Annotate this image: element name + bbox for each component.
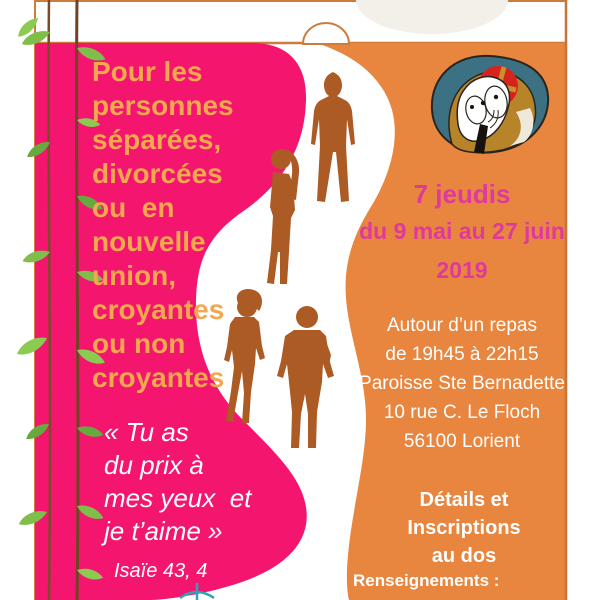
audience-text-block (92, 55, 292, 395)
audience-line: Pour les (92, 56, 203, 87)
audience-line: nouvelle (92, 226, 206, 257)
venue-line: de 19h45 à 22h15 (385, 344, 539, 365)
venue-line: 10 rue C. Le Floch (383, 402, 541, 423)
venue-line: Autour d’un repas (387, 315, 537, 336)
audience-line: ou en (92, 192, 175, 223)
details-block (378, 486, 550, 570)
quote-block (104, 416, 294, 588)
schedule-line-weeks: 7 jeudis (413, 179, 511, 209)
contact-label: Renseignements : (353, 571, 500, 590)
quote-line: du prix à (104, 450, 204, 480)
venue-block (350, 311, 574, 456)
audience-line: personnes (92, 90, 234, 121)
audience-line: divorcées (92, 158, 223, 189)
schedule-line-year: 2019 (436, 257, 488, 283)
audience-line: croyantes (92, 294, 225, 325)
audience-line: séparées, (92, 124, 222, 155)
details-line: Détails et (419, 489, 509, 511)
quote-line: mes yeux et (104, 483, 252, 513)
top-band-ellipse (356, 0, 508, 34)
venue-line: Paroisse Ste Bernadette (359, 373, 565, 394)
quote-line: « Tu as (104, 417, 189, 447)
audience-line: croyantes (92, 362, 225, 393)
standing-man-silhouette (311, 72, 355, 202)
quote-reference: Isaïe 43, 4 (114, 560, 208, 582)
quote-line: je t’aime » (104, 516, 223, 546)
venue-line: 56100 Lorient (403, 431, 521, 452)
schedule-line-dates: du 9 mai au 27 juin (359, 218, 565, 244)
audience-line: union, (92, 260, 176, 291)
arc-ornament (303, 23, 349, 44)
details-line: Inscriptions (407, 517, 521, 539)
details-line: au dos (431, 545, 497, 567)
audience-line: ou non (92, 328, 186, 359)
